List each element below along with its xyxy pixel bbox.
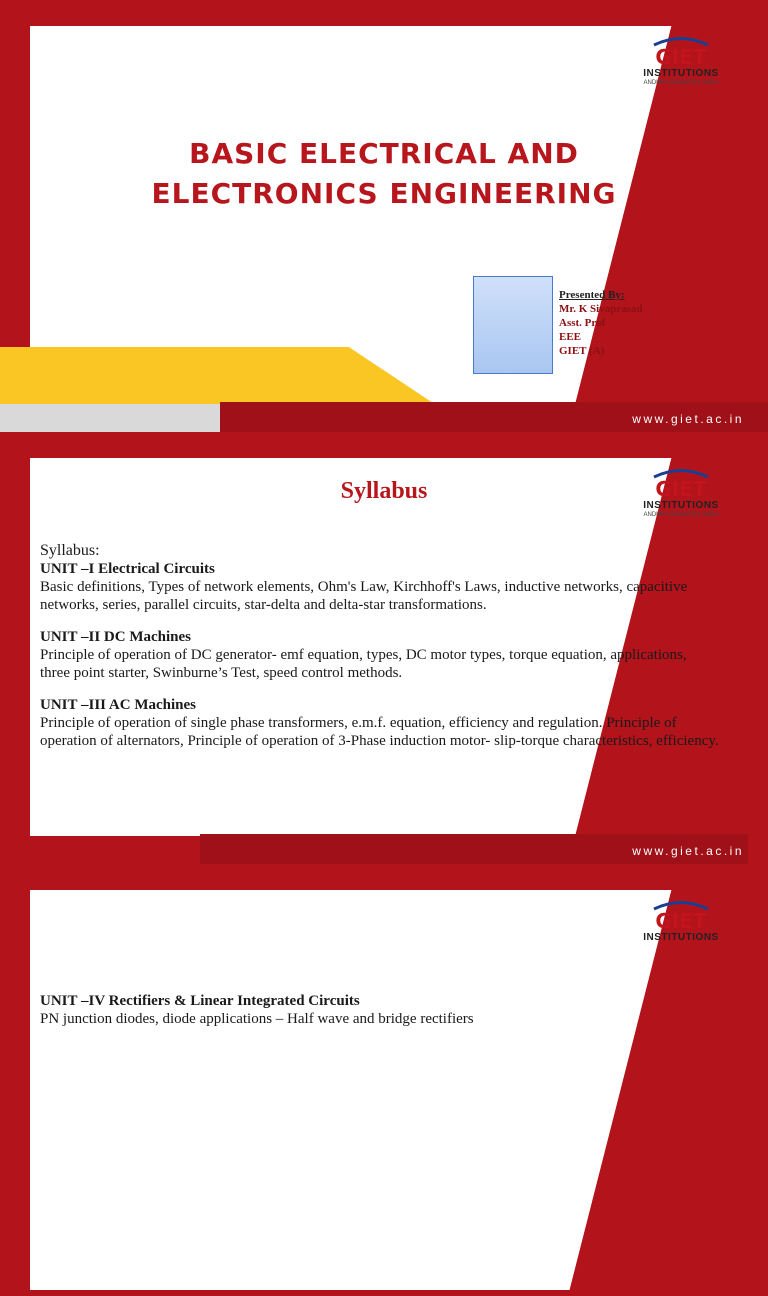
giet-logo — [636, 900, 726, 960]
presenter-photo-placeholder — [473, 276, 553, 374]
grey-accent-strip — [0, 404, 230, 432]
giet-logo-icon — [640, 900, 722, 930]
presenter-role: Asst. Prof — [559, 317, 606, 329]
logo-location-text: ANDHRA PRADESH, INDIA — [643, 512, 719, 518]
logo-institutions-text: INSTITUTIONS — [643, 68, 719, 79]
unit-block — [40, 628, 720, 682]
syllabus-content — [40, 542, 720, 764]
footer-url: www.giet.ac.in — [632, 844, 744, 858]
footer-url: www.giet.ac.in — [632, 412, 744, 426]
slide-1 — [0, 0, 768, 432]
presenter-name: Mr. K Sivaprasad — [559, 303, 643, 315]
unit-block — [40, 696, 720, 750]
presenter-college: GIET (A) — [559, 345, 605, 357]
giet-logo-icon — [640, 36, 722, 66]
logo-institutions-text: INSTITUTIONS — [643, 932, 719, 943]
presented-by-label: Presented By: — [559, 289, 625, 301]
unit-block — [40, 992, 740, 1028]
title-line-2: ELECTRONICS ENGINEERING — [151, 177, 617, 210]
unit-title: UNIT –I Electrical Circuits — [40, 561, 215, 577]
unit-title: UNIT –IV Rectifiers & Linear Integrated Circuits — [40, 993, 360, 1009]
giet-logo — [636, 36, 726, 96]
logo-location-text: ANDHRA PRADESH, INDIA — [643, 80, 719, 86]
presenter-dept: EEE — [559, 331, 582, 343]
unit-text: Principle of operation of single phase transformers, e.m.f. equation, efficiency and regulation. Principle of operation of alternators, Principle of operation of 3-Phase induction motor- slip-torque characteristics, efficiency. — [40, 715, 719, 749]
unit-text: PN junction diodes, diode applications – Half wave and bridge rectifiers — [40, 1011, 474, 1027]
syllabus-label: Syllabus: — [40, 542, 100, 559]
svg-text:GIET: GIET — [655, 477, 707, 498]
unit-text: Basic definitions, Types of network elements, Ohm's Law, Kirchhoff's Laws, inductive networks, capacitive networks, series, parallel circuits, star-delta and delta-star transformations. — [40, 579, 688, 613]
title-line-1: BASIC ELECTRICAL AND — [189, 137, 579, 170]
svg-text:GIET: GIET — [655, 909, 707, 930]
unit-title: UNIT –II DC Machines — [40, 629, 191, 645]
slide-3 — [0, 864, 768, 1296]
slide-heading: Syllabus — [340, 478, 428, 504]
presenter-info — [559, 288, 643, 358]
unit-title: UNIT –III AC Machines — [40, 697, 196, 713]
unit-text: Principle of operation of DC generator- emf equation, types, DC motor types, torque equation, applications, three point starter, Swinburne’s Test, speed control methods. — [40, 647, 687, 681]
svg-text:GIET: GIET — [655, 45, 707, 66]
presentation-title — [0, 134, 768, 214]
logo-institutions-text: INSTITUTIONS — [643, 500, 719, 511]
unit-block — [40, 560, 720, 614]
